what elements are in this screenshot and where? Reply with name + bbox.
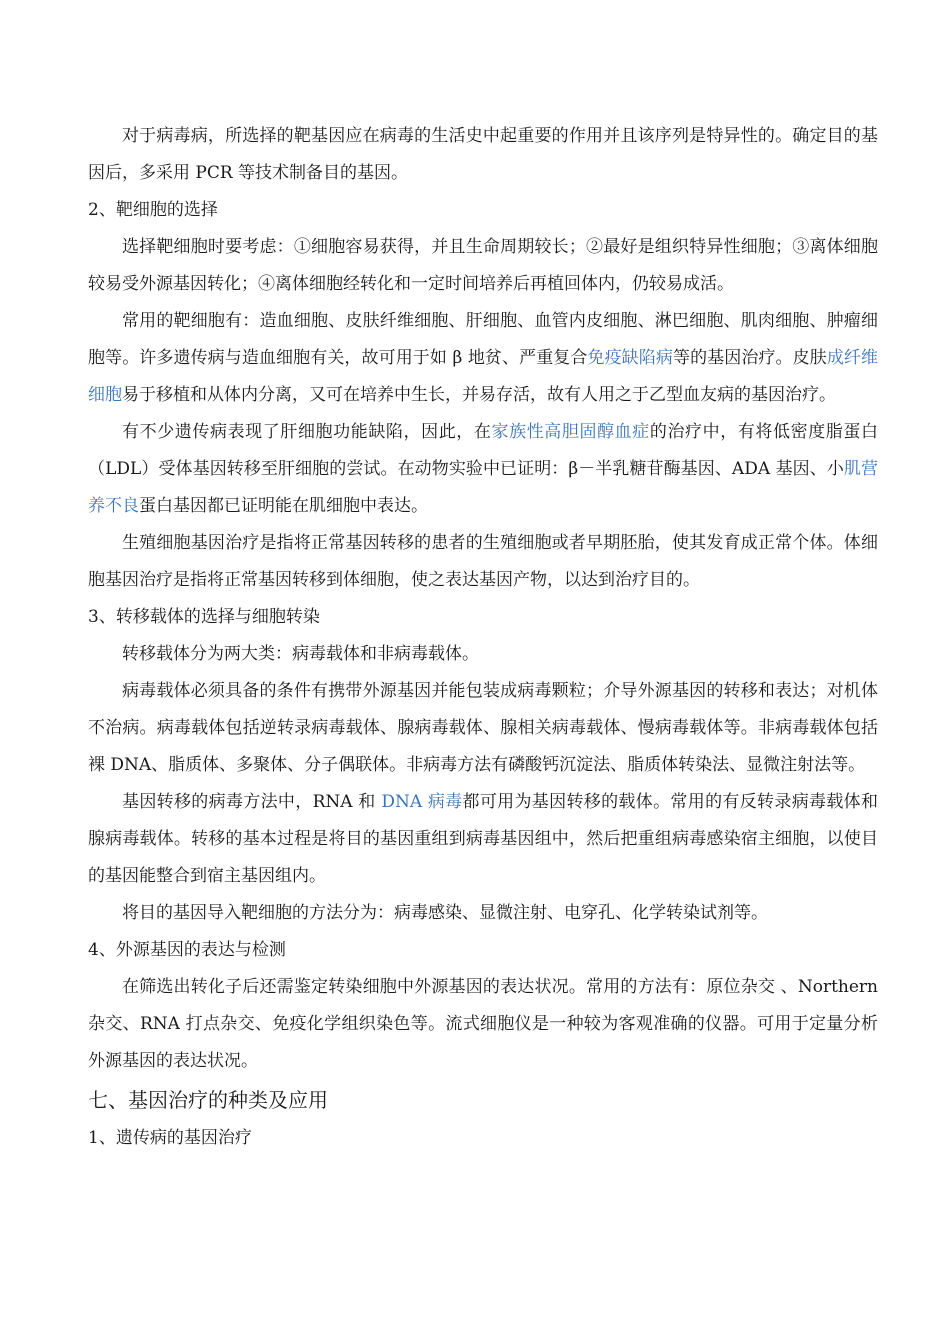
paragraph-text: 生殖细胞基因治疗是指将正常基因转移的患者的生殖细胞或者早期胚胎，使其发育成正常个体。体细胞基因治疗是指将正常基因转移到体细胞，使之表达基因产物，以达到治疗目的。 [88,533,878,590]
term-link[interactable]: DNA 病毒 [381,792,463,812]
body-paragraph [88,636,878,673]
body-paragraph [88,303,878,414]
paragraph-text: 选择靶细胞时要考虑：①细胞容易获得，并且生命周期较长；②最好是组织特异性细胞；③离体细胞较易受外源基因转化；④离体细胞经转化和一定时间培养后再植回体内，仍较易成活。 [88,237,878,294]
term-link[interactable]: 成纤维细胞 [88,348,879,405]
term-link[interactable]: 肌营养不良 [88,459,879,516]
paragraph-text: 3、转移载体的选择与细胞转染 [88,607,320,627]
body-paragraph [88,969,878,1080]
paragraph-text: 常用的靶细胞有：造血细胞、皮肤纤维细胞、肝细胞、血管内皮细胞、淋巴细胞、肌肉细胞、肿瘤细胞等。许多遗传病与造血细胞有关，故可用于如 β 地贫、严重复合 [88,311,878,368]
paragraph-text: 等的基因治疗。皮肤 [672,348,827,368]
body-paragraph [88,525,878,599]
body-paragraph [88,229,878,303]
body-paragraph [88,118,878,192]
paragraph-text: 4、外源基因的表达与检测 [88,940,286,960]
term-link[interactable]: 免疫缺陷病 [587,348,673,368]
body-paragraph [88,784,878,895]
paragraph-text: 七、基因治疗的种类及应用 [88,1088,328,1112]
section-heading [88,599,878,636]
paragraph-text: 蛋白基因都已证明能在肌细胞中表达。 [139,496,428,516]
section-heading [88,192,878,229]
paragraph-text: 1、遗传病的基因治疗 [88,1128,252,1148]
document-page [88,118,878,1157]
paragraph-text: 2、靶细胞的选择 [88,200,218,220]
paragraph-text: 的治疗中，有将低密度脂蛋白（LDL）受体基因转移至肝细胞的尝试。在动物实验中已证明：β－半乳糖苷酶基因、ADA 基因、小 [88,422,879,479]
paragraph-text: 转移载体分为两大类：病毒载体和非病毒载体。 [122,644,479,664]
body-paragraph [88,895,878,932]
section-heading [88,1120,878,1157]
body-paragraph [88,673,878,784]
paragraph-text: 基因转移的病毒方法中，RNA 和 [122,792,382,812]
paragraph-text: 有不少遗传病表现了肝细胞功能缺陷，因此，在 [122,422,492,442]
paragraph-text: 都可用为基因转移的载体。常用的有反转录病毒载体和腺病毒载体。转移的基本过程是将目的基因重组到病毒基因组中，然后把重组病毒感染宿主细胞，以使目的基因能整合到宿主基因组内。 [88,792,879,886]
paragraph-text: 将目的基因导入靶细胞的方法分为：病毒感染、显微注射、电穿孔、化学转染试剂等。 [122,903,768,923]
body-paragraph [88,414,878,525]
section-title [88,1080,878,1120]
section-heading [88,932,878,969]
paragraph-text: 病毒载体必须具备的条件有携带外源基因并能包装成病毒颗粒；介导外源基因的转移和表达；对机体不治病。病毒载体包括逆转录病毒载体、腺病毒载体、腺相关病毒载体、慢病毒载体等。非病毒载体包括裸 DNA、脂质体、多聚体、分子偶联体。非病毒方法有磷酸钙沉淀法、脂质体转染法、显微注射法等。 [88,681,878,775]
paragraph-text: 在筛选出转化子后还需鉴定转染细胞中外源基因的表达状况。常用的方法有：原位杂交 、Northern 杂交、RNA 打点杂交、免疫化学组织染色等。流式细胞仪是一种较为客观准确的仪器。可用于定量分析外源基因的表达状况。 [88,977,878,1071]
paragraph-text: 易于移植和从体内分离，又可在培养中生长，并易存活，故有人用之于乙型血友病的基因治疗。 [122,385,836,405]
term-link[interactable]: 家族性高胆固醇血症 [491,422,650,442]
paragraph-text: 对于病毒病，所选择的靶基因应在病毒的生活史中起重要的作用并且该序列是特异性的。确定目的基因后，多采用 PCR 等技术制备目的基因。 [88,126,878,183]
